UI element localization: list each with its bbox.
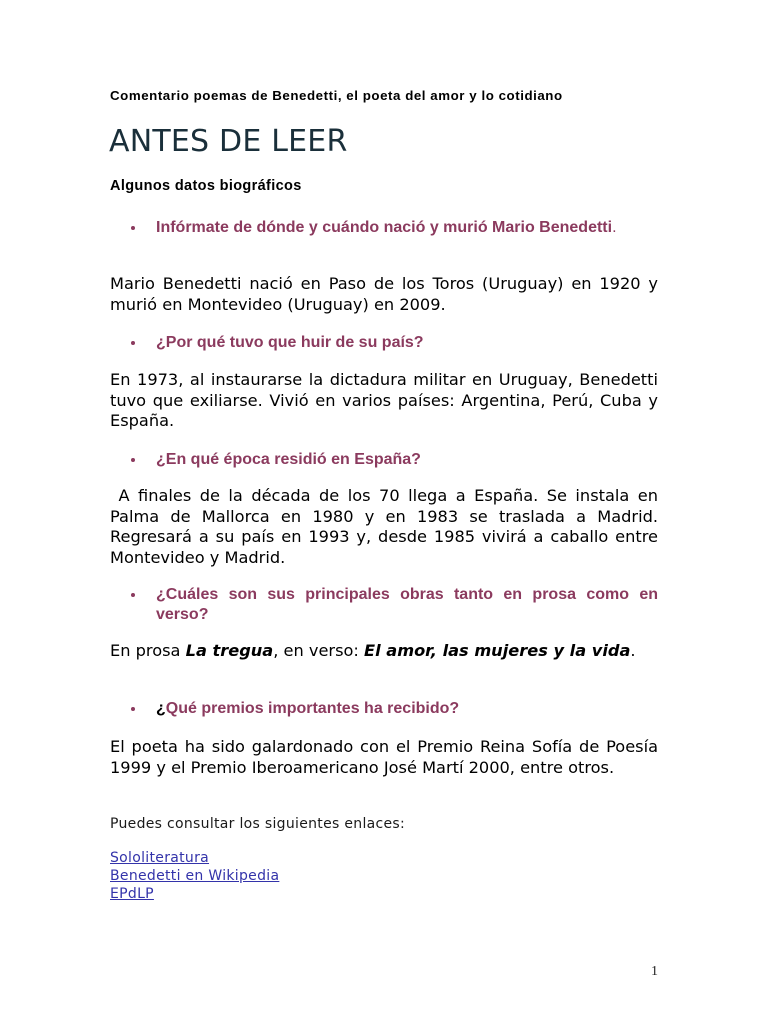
section-subtitle: Algunos datos biográficos: [110, 178, 302, 194]
question-prefix: ¿: [156, 700, 166, 717]
answer-paragraph: [110, 641, 658, 662]
link-sololiteratura[interactable]: Sololiteratura: [110, 850, 210, 866]
answer-paragraph: En 1973, al instaurarse la dictadura militar en Uruguay, Benedetti tuvo que exiliarse. Vivió en varios países: Argentina, Perú, Cuba y España.: [110, 370, 658, 430]
verse-work-title: El amor, las mujeres y la vida: [364, 641, 631, 660]
links-list: [110, 849, 279, 903]
bullet-icon: [131, 458, 135, 462]
link-epdlp[interactable]: EPdLP: [110, 886, 154, 902]
page-number: 1: [651, 964, 658, 979]
question-item: [110, 585, 658, 625]
document-header: Comentario poemas de Benedetti, el poeta del amor y lo cotidiano: [110, 88, 563, 103]
answer-text: En prosa: [110, 641, 186, 660]
question-label: Infórmate de dónde y cuándo nació y murió Mario Benedetti: [156, 219, 613, 236]
answer-paragraph: Mario Benedetti nació en Paso de los Toros (Uruguay) en 1920 y murió en Montevideo (Uruguay) en 2009.: [110, 274, 658, 314]
question-label: Qué premios importantes ha recibido?: [165, 700, 460, 717]
question-item: [110, 333, 658, 353]
answer-paragraph: A finales de la década de los 70 llega a España. Se instala en Palma de Mallorca en 1980 y en 1983 se traslada a Madrid. Regresará a su país en 1993 y, desde 1985 vivirá a caballo entre Montevideo y Madrid.: [110, 486, 658, 567]
question-item: [110, 218, 658, 238]
link-benedetti-wikipedia[interactable]: Benedetti en Wikipedia: [110, 868, 280, 884]
question-suffix: .: [612, 219, 617, 236]
prose-work-title: La tregua: [185, 641, 274, 660]
bullet-icon: [131, 341, 135, 345]
answer-paragraph: El poeta ha sido galardonado con el Premio Reina Sofía de Poesía 1999 y el Premio Iberoamericano José Martí 2000, entre otros.: [110, 737, 658, 777]
answer-text: , en verso:: [273, 641, 365, 660]
answer-text: .: [630, 641, 636, 660]
bullet-icon: [131, 593, 135, 597]
links-intro: Puedes consultar los siguientes enlaces:: [110, 816, 406, 832]
bullet-icon: [131, 226, 135, 230]
page-title: ANTES DE LEER: [109, 124, 348, 159]
bullet-icon: [131, 707, 135, 711]
question-item: [110, 450, 658, 470]
question-text: ¿Cuáles son sus principales obras tanto en prosa como en verso?: [156, 586, 658, 623]
question-text: ¿En qué época residió en España?: [156, 451, 421, 468]
question-text: ¿Por qué tuvo que huir de su país?: [156, 334, 424, 351]
question-text: [156, 218, 658, 238]
question-text: [156, 699, 658, 719]
question-item: [110, 699, 658, 719]
